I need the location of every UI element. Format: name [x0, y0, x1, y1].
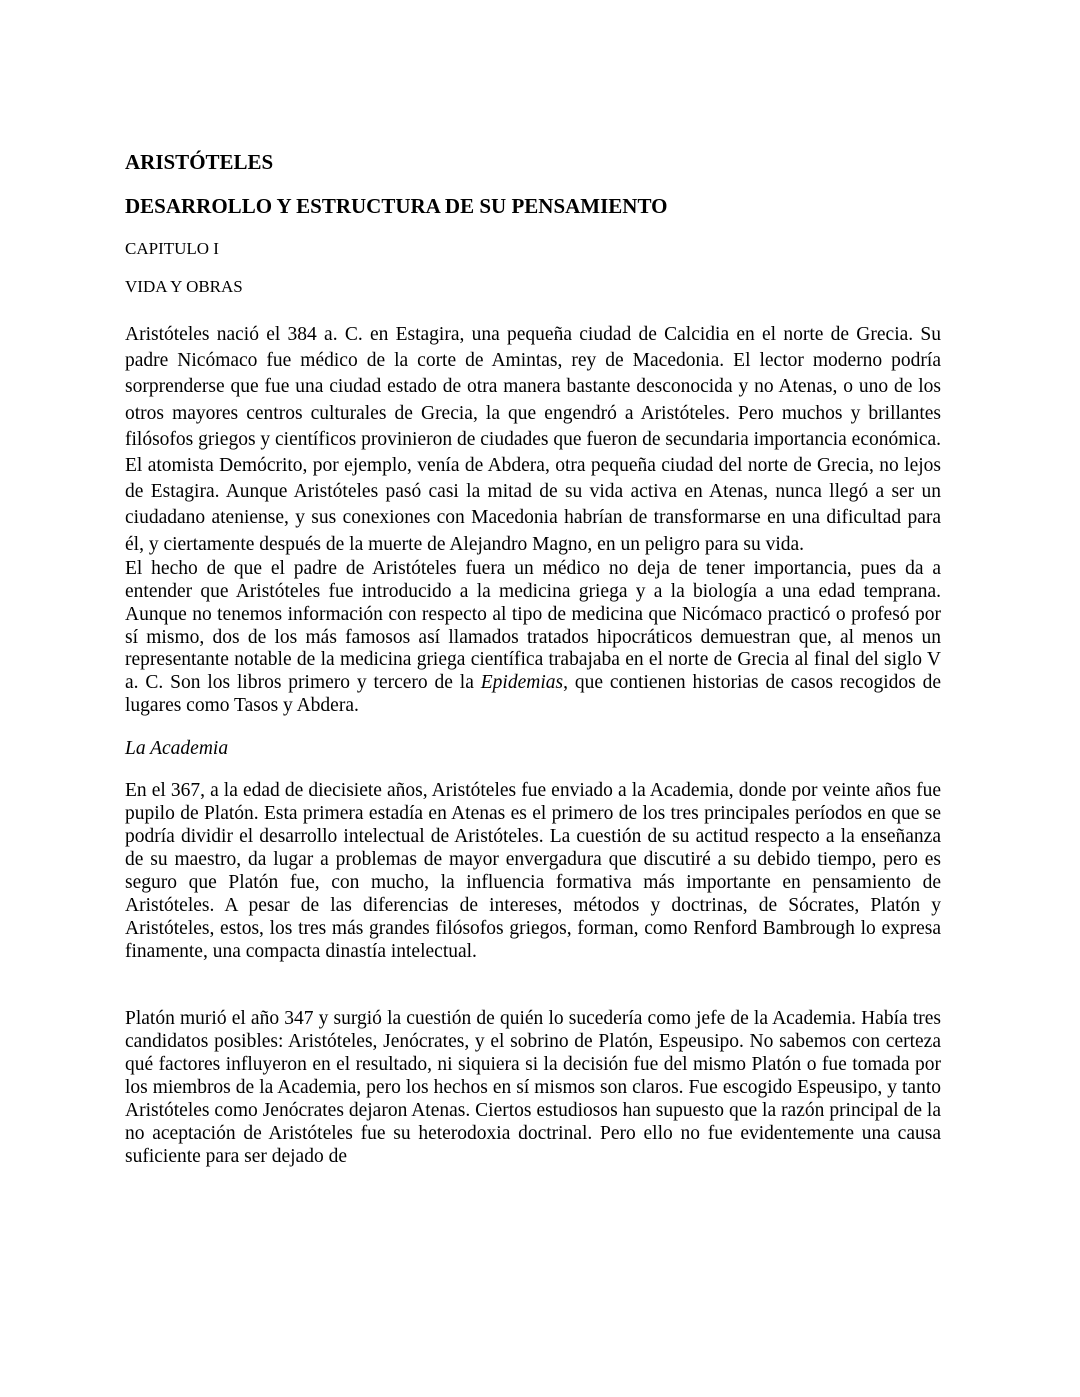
paragraph-birth: Aristóteles nació el 384 a. C. en Estagira, una pequeña ciudad de Calcidia en el norte de Grecia. Su padre Nicómaco fue médico de la corte de Amintas, rey de Macedonia. El lector moderno podría sorprenderse que fue una ciudad estado de otra manera bastante desconocida y no Atenas, o uno de los otros mayores centros culturales de Grecia, la que engendró a Aristóteles. Pero muchos y brillantes filósofos griegos y científicos provinieron de ciudades que fueron de secundaria importancia económica. El atomista Demócrito, por ejemplo, venía de Abdera, otra pequeña ciudad del norte de Grecia, no lejos de Estagira. Aunque Aristóteles pasó casi la mitad de su vida activa en Atenas, nunca llegó a ser un ciudadano ateniense, y sus conexiones con Macedonia habrían de transformarse en una dificultad para él, y ciertamente después de la muerte de Alejandro Magno, en un peligro para su vida. [125, 324, 942, 555]
paragraph-academia: En el 367, a la edad de diecisiete años, Aristóteles fue enviado a la Academia, donde por veinte años fue pupilo de Platón. Esta primera estadía en Atenas es el primero de los tres principales períodos en que se podría dividir el desarrollo intelectual de Aristóteles. La cuestión de su actitud respecto a la enseñanza de su maestro, da lugar a problemas de mayor envergadura que discutiré a su debido tiempo, pero es seguro que Platón fue, con mucho, la influencia formativa más importante en pensamiento de Aristóteles. A pesar de las diferencias de intereses, métodos y doctrinas, de Sócrates, Platón y Aristóteles, estos, los tres más grandes filósofos griegos, forman, como Renford Bambrough lo expresa finamente, una compacta dinastía intelectual. [125, 780, 941, 962]
chapter-title: VIDA Y OBRAS [125, 277, 243, 296]
chapter-number: CAPITULO I [125, 239, 219, 258]
document-title: ARISTÓTELES [125, 150, 274, 174]
document-subtitle: DESARROLLO Y ESTRUCTURA DE SU PENSAMIENTO [125, 194, 668, 218]
paragraph-father-text-1: El hecho de que el padre de Aristóteles fuera un médico no deja de tener importancia, pues da a entender que Aristóteles fue introducido a la medicina griega y a la biología a una edad temprana. Aunque no tenemos información con respecto al tipo de medicina que Nicómaco practicó o profesó por sí mismo, dos de los más famosos así llamados tratados hipocráticos demuestran que, al menos un representante notable de la medicina griega científica trabajaba en el norte de Grecia al final del siglo V a. C. Son los libros primero y tercero de la [125, 557, 941, 694]
section-title-academia: La Academia [125, 738, 229, 760]
epidemias-title: Epidemias [480, 672, 564, 694]
paragraph-father-text-2: , que contienen historias de casos recogidos de lugares como Tasos y Abdera. [125, 672, 941, 717]
paragraph-father [125, 558, 941, 718]
document-page [125, 148, 941, 1169]
paragraph-succession: Platón murió el año 347 y surgió la cuestión de quién lo sucedería como jefe de la Academia. Había tres candidatos posibles: Aristóteles, Jenócrates, y el sobrino de Platón, Espeusipo. No sabemos con certeza qué factores influyeron en el resultado, ni siquiera si la decisión fue del mismo Platón o fue tomada por los miembros de la Academia, pero los hechos en sí mismos son claros. Fue escogido Espeusipo, y tanto Aristóteles como Jenócrates dejaron Atenas. Ciertos estudiosos han supuesto que la razón principal de la no aceptación de Aristóteles fue su heterodoxia doctrinal. Pero ello no fue evidentemente una causa suficiente para ser dejado de [125, 1008, 941, 1167]
